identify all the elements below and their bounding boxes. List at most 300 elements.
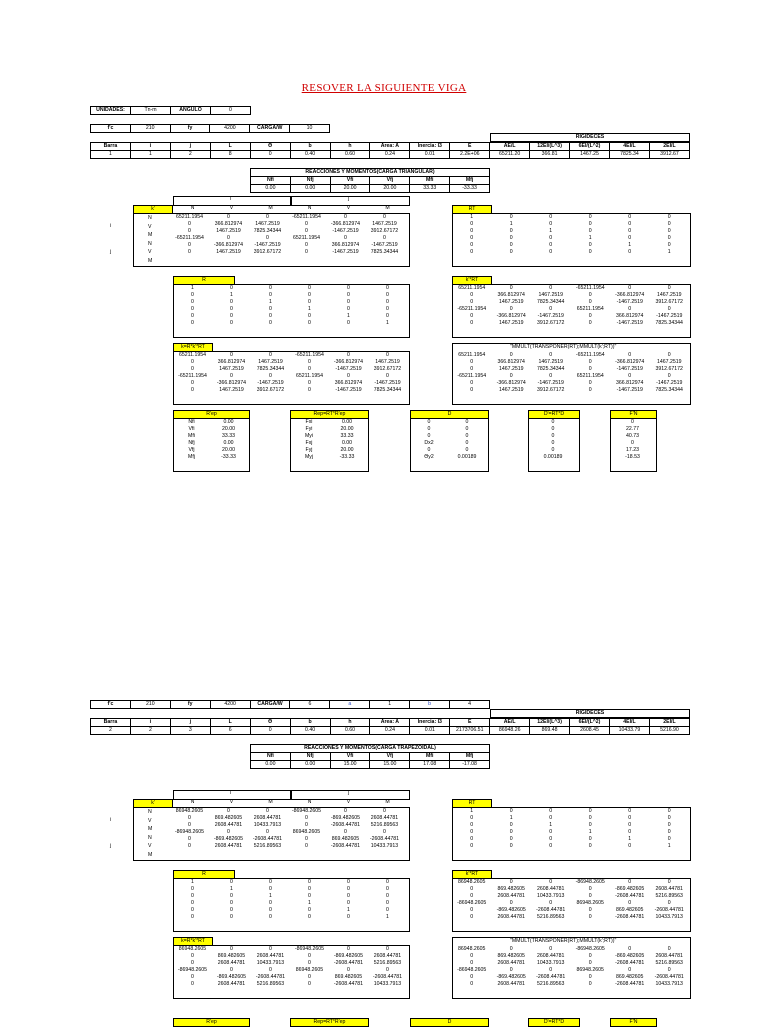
mmult-matrix-cell: 65211.1954 bbox=[576, 373, 604, 380]
rkrt-matrix-cell: 0 bbox=[347, 946, 350, 953]
mmult-matrix-cell: 0 bbox=[628, 373, 632, 380]
krt-matrix-cell: 10433.7913 bbox=[655, 914, 683, 921]
fn-matrix-cell: -18.53 bbox=[625, 454, 640, 461]
k-prime-matrix-cell: -1467.2519 bbox=[371, 242, 398, 249]
bar-header-cell: Θ bbox=[250, 143, 290, 151]
bar-cell: 0.24 bbox=[370, 727, 410, 735]
k-side-label: V bbox=[148, 843, 152, 850]
rt-matrix-cell: 0 bbox=[667, 228, 671, 235]
rt-matrix-cell: 0 bbox=[509, 829, 513, 836]
rep-matrix-cell: 20.00 bbox=[222, 447, 235, 454]
mmult-matrix-cell: -869.482605 bbox=[496, 974, 526, 981]
krt-matrix-cell: 5216.89563 bbox=[537, 914, 565, 921]
drt-label-2: D'=RT*D bbox=[528, 1018, 580, 1027]
krt-matrix-cell: 2608.44781 bbox=[497, 893, 525, 900]
mmult-matrix-cell: 1467.2519 bbox=[656, 359, 682, 366]
rt-label: RT bbox=[452, 799, 492, 808]
r-matrix-cell: 0 bbox=[230, 893, 233, 900]
bar-header-cell: 2EI/L bbox=[649, 719, 689, 727]
r-matrix-cell: 1 bbox=[347, 907, 350, 914]
k-prime-matrix-cell: -86948.2605 bbox=[291, 808, 322, 815]
krt-matrix-cell: -1467.2519 bbox=[537, 313, 564, 320]
k-prime-matrix-cell: 0 bbox=[188, 843, 191, 850]
rep2-matrix-cell: 20.00 bbox=[340, 426, 354, 433]
k-prime-matrix-cell: 869.482605 bbox=[214, 815, 243, 822]
rt-matrix-cell: 0 bbox=[470, 228, 474, 235]
krt-matrix-cell: -86948.2605 bbox=[575, 879, 605, 886]
rkrt-matrix-cell: -2608.44781 bbox=[255, 974, 286, 981]
bar-header-cell: L bbox=[210, 143, 250, 151]
krt-matrix-cell: 1467.2519 bbox=[538, 292, 564, 299]
mmult-matrix-cell: 0 bbox=[667, 352, 671, 359]
rkrt-matrix-cell: 10433.7913 bbox=[373, 981, 402, 988]
r-matrix-cell: 0 bbox=[191, 292, 194, 299]
rkrt-matrix-cell: 3912.67172 bbox=[373, 366, 402, 373]
mmult-matrix-cell: 5216.89563 bbox=[537, 981, 565, 988]
bar-cell: 5216.90 bbox=[649, 727, 689, 735]
rkrt-label: k=R*k'*RT bbox=[173, 343, 213, 352]
mmult-matrix-cell: -65211.1954 bbox=[575, 352, 605, 359]
props-cell: 210 bbox=[130, 125, 170, 133]
r-matrix-cell: 0 bbox=[191, 907, 194, 914]
k-prime-matrix-cell: 1467.2519 bbox=[372, 221, 397, 228]
r-matrix-cell: 1 bbox=[230, 886, 233, 893]
rt-matrix-cell: 0 bbox=[470, 221, 474, 228]
r-matrix-cell: 0 bbox=[191, 900, 194, 907]
krt-matrix-cell: -2608.44781 bbox=[536, 907, 566, 914]
rkrt-matrix-cell: -869.482605 bbox=[216, 974, 247, 981]
rep-matrix-cell: Vfj bbox=[188, 447, 195, 454]
mmult-matrix-cell: 0 bbox=[549, 967, 553, 974]
rt-matrix-cell: 0 bbox=[509, 836, 513, 843]
rkrt-matrix-cell: -65211.1954 bbox=[295, 352, 324, 359]
bar-cell: 869.48 bbox=[530, 727, 570, 735]
bar-cell: 2 bbox=[170, 151, 210, 159]
k-prime-matrix-cell: 0 bbox=[266, 214, 269, 221]
r-matrix-cell: 0 bbox=[269, 879, 272, 886]
mmult-matrix-cell: -1467.2519 bbox=[616, 387, 643, 394]
rep-matrix-cell: Vfi bbox=[188, 426, 195, 433]
bar-cell: 1 bbox=[130, 151, 170, 159]
r-matrix-cell: 0 bbox=[230, 900, 233, 907]
r-matrix-cell: 0 bbox=[308, 313, 311, 320]
bar-cell: 0.40 bbox=[290, 727, 330, 735]
rt-matrix-cell: 1 bbox=[509, 221, 513, 228]
bar-cell: 0.01 bbox=[410, 151, 450, 159]
rep2-matrix-cell: Fxi bbox=[305, 419, 313, 426]
r-matrix-cell: 0 bbox=[386, 886, 389, 893]
rt-matrix-cell: 1 bbox=[628, 836, 632, 843]
r-matrix-cell: 0 bbox=[269, 320, 272, 327]
mmult-matrix-cell: 5216.89563 bbox=[655, 960, 683, 967]
rt-matrix-cell: 0 bbox=[549, 815, 553, 822]
r-matrix-cell: 0 bbox=[230, 320, 233, 327]
mmult-label: "MMULT(TRANSPONER(RT);MMULT(k';RT))" bbox=[510, 344, 617, 350]
k-prime-matrix-cell: 0 bbox=[383, 808, 386, 815]
k-side-label: M bbox=[148, 232, 153, 239]
k-col-header: N bbox=[190, 799, 195, 806]
drt-matrix-cell: 0 bbox=[551, 447, 555, 454]
rkrt-matrix-cell: 0 bbox=[347, 373, 350, 380]
krt-matrix bbox=[452, 879, 689, 921]
krt-matrix-cell: 0 bbox=[628, 285, 632, 292]
k-prime-matrix-cell: -65211.1954 bbox=[175, 235, 204, 242]
mmult-matrix bbox=[452, 946, 689, 988]
mmult-label: "MMULT(TRANSPONER(RT);MMULT(k';RT))" bbox=[510, 938, 617, 944]
k-col-header: V bbox=[346, 799, 351, 806]
k-prime-matrix-cell: 0 bbox=[188, 242, 191, 249]
d-matrix-cell: 0 bbox=[465, 433, 469, 440]
k-prime-matrix-cell: 0 bbox=[344, 808, 347, 815]
rt-matrix-cell: 1 bbox=[509, 815, 513, 822]
reac-header-cell: Nfj bbox=[290, 753, 330, 761]
mmult-matrix-cell: 65211.1954 bbox=[458, 352, 486, 359]
mmult-matrix-cell: -366.812974 bbox=[496, 380, 526, 387]
k-col-header: V bbox=[346, 205, 351, 212]
i-header: i bbox=[230, 196, 232, 202]
mmult-matrix-cell: 10433.7913 bbox=[537, 960, 565, 967]
k-prime-matrix-cell: 0 bbox=[188, 228, 191, 235]
rt-label: RT bbox=[452, 205, 492, 214]
rt-matrix-cell: 0 bbox=[667, 836, 671, 843]
k-side-i: i bbox=[110, 223, 112, 229]
r-matrix-cell: 1 bbox=[191, 285, 194, 292]
reac-cell: -17.08 bbox=[450, 761, 490, 769]
bar-cell: 86948.26 bbox=[490, 727, 530, 735]
fn-matrix-cell: 22.77 bbox=[626, 426, 639, 433]
rkrt-matrix bbox=[173, 946, 407, 988]
krt-matrix-cell: 1467.2519 bbox=[498, 299, 524, 306]
mmult-matrix-cell: 0 bbox=[588, 981, 592, 988]
rkrt-matrix-cell: 0 bbox=[191, 387, 194, 394]
mmult-matrix-cell: 10433.7913 bbox=[655, 981, 683, 988]
k-prime-matrix-cell: 366.812974 bbox=[214, 221, 243, 228]
rkrt-matrix-cell: 0 bbox=[308, 359, 311, 366]
r-matrix-cell: 0 bbox=[386, 299, 389, 306]
rt-matrix-cell: 0 bbox=[470, 829, 474, 836]
mmult-matrix-cell: -86948.2605 bbox=[457, 967, 487, 974]
rt-matrix-cell: 0 bbox=[588, 836, 592, 843]
rep2-matrix-cell: 20.00 bbox=[340, 447, 354, 454]
bar-header-cell: Inercia: I3 bbox=[410, 143, 450, 151]
rkrt-matrix-cell: -86948.2605 bbox=[294, 946, 325, 953]
k-prime-matrix-cell: 0 bbox=[188, 221, 191, 228]
r-matrix-cell: 0 bbox=[269, 285, 272, 292]
rigideces-label-2: RIGIDECES bbox=[491, 710, 690, 718]
mmult-matrix-cell: 2608.44781 bbox=[655, 953, 683, 960]
reac-header-cell: Nfi bbox=[251, 177, 291, 185]
k-side-i: i bbox=[110, 817, 112, 823]
rt-matrix-cell: 0 bbox=[667, 235, 671, 242]
k-prime-matrix-cell: -366.812974 bbox=[213, 242, 244, 249]
krt-matrix-cell: 2608.44781 bbox=[497, 914, 525, 921]
krt-matrix-cell: 0 bbox=[549, 285, 553, 292]
rkrt-matrix-cell: 869.482605 bbox=[217, 953, 246, 960]
mmult-matrix-cell: 0 bbox=[588, 366, 592, 373]
krt-matrix-cell: 7825.34344 bbox=[655, 320, 683, 327]
reac-cell: 20.00 bbox=[330, 185, 370, 193]
bar-header-cell: 6EI/(L^2) bbox=[570, 143, 610, 151]
krt-matrix-cell: 0 bbox=[588, 893, 592, 900]
units-table bbox=[90, 106, 251, 115]
mmult-matrix-cell: 0 bbox=[470, 387, 474, 394]
fn-matrix bbox=[610, 419, 655, 461]
mmult-matrix-cell: 0 bbox=[470, 366, 474, 373]
angle-value: 0 bbox=[211, 107, 251, 115]
rkrt-matrix-cell: 0 bbox=[386, 946, 389, 953]
mmult-matrix-cell: 0 bbox=[509, 352, 513, 359]
mmult-matrix bbox=[452, 352, 689, 394]
mmult-matrix-cell: -1467.2519 bbox=[537, 380, 564, 387]
r-matrix-cell: 0 bbox=[308, 299, 311, 306]
k-prime-matrix-cell: 0 bbox=[383, 829, 386, 836]
bar-header-cell: Area: A bbox=[370, 719, 410, 727]
rt-matrix-cell: 0 bbox=[667, 214, 671, 221]
mmult-matrix-cell: -366.812974 bbox=[615, 359, 645, 366]
reactions-table-1 bbox=[250, 168, 490, 193]
props2-cell: 1 bbox=[370, 701, 410, 709]
page-title: RESOVER LA SIGUIENTE VIGA bbox=[301, 82, 467, 94]
rt-matrix-cell: 0 bbox=[470, 235, 474, 242]
bar-cell: 0.01 bbox=[410, 727, 450, 735]
krt-matrix-cell: 7825.34344 bbox=[537, 299, 565, 306]
rkrt-matrix-cell: 0 bbox=[308, 953, 311, 960]
rkrt-matrix-cell: 0 bbox=[191, 960, 194, 967]
rkrt-matrix-cell: 5216.89563 bbox=[256, 981, 285, 988]
r-matrix-cell: 0 bbox=[230, 285, 233, 292]
rt-matrix-cell: 0 bbox=[470, 822, 474, 829]
krt-matrix-cell: -2608.44781 bbox=[615, 914, 645, 921]
krt-matrix-cell: 0 bbox=[509, 306, 513, 313]
krt-matrix-cell: 0 bbox=[588, 292, 592, 299]
bar-header-cell: 6EI/(L^2) bbox=[570, 719, 610, 727]
rt-matrix-cell: 1 bbox=[549, 228, 553, 235]
mmult-matrix-cell: 1467.2519 bbox=[498, 366, 524, 373]
k-side-label: M bbox=[148, 258, 153, 264]
bar-cell: 0 bbox=[250, 727, 290, 735]
k-prime-matrix-cell: 10433.7913 bbox=[253, 822, 282, 829]
drt-matrix-cell: 0 bbox=[551, 426, 555, 433]
bar-header-cell: Barra bbox=[91, 719, 131, 727]
props2-cell: 6 bbox=[290, 701, 330, 709]
bar-header-cell: 12EI/(L^3) bbox=[530, 143, 570, 151]
mmult-matrix-cell: 1467.2519 bbox=[538, 359, 564, 366]
rkrt-matrix bbox=[173, 352, 407, 394]
k-prime-matrix-cell: 0 bbox=[227, 214, 230, 221]
d-label-2: D bbox=[410, 1018, 489, 1027]
rt-matrix-cell: 0 bbox=[588, 249, 592, 256]
rt-matrix-cell: 0 bbox=[509, 822, 513, 829]
r-matrix bbox=[173, 879, 407, 921]
rep2-matrix bbox=[290, 419, 366, 461]
bar-cell: 0 bbox=[250, 151, 290, 159]
mmult-matrix-cell: 366.812974 bbox=[497, 359, 525, 366]
props-cell: 10 bbox=[290, 125, 330, 133]
mmult-matrix-cell: 2608.44781 bbox=[497, 981, 525, 988]
krt-matrix-cell: 5216.89563 bbox=[655, 893, 683, 900]
rt-matrix-cell: 0 bbox=[470, 249, 474, 256]
props-cell: CARGA/W bbox=[250, 125, 290, 133]
krt-matrix-cell: 0 bbox=[588, 914, 592, 921]
fn-matrix-cell: 0 bbox=[631, 419, 634, 426]
rkrt-matrix-cell: 0 bbox=[191, 366, 194, 373]
rkrt-matrix-cell: 0 bbox=[308, 387, 311, 394]
krt-matrix-cell: -65211.1954 bbox=[457, 306, 487, 313]
rkrt-matrix-cell: 366.812974 bbox=[334, 380, 363, 387]
krt-matrix-cell: 10433.7913 bbox=[537, 893, 565, 900]
reac-cell: 17.08 bbox=[410, 761, 450, 769]
k-prime-matrix-cell: -86948.2605 bbox=[174, 829, 205, 836]
r-matrix-cell: 0 bbox=[386, 285, 389, 292]
mmult-matrix-cell: 0 bbox=[549, 946, 553, 953]
mmult-matrix-cell: 0 bbox=[588, 380, 592, 387]
k-prime-matrix-cell: -869.482605 bbox=[330, 815, 361, 822]
rigideces-header-2 bbox=[490, 709, 690, 718]
rt-matrix-cell: 0 bbox=[588, 843, 592, 850]
r-matrix-cell: 0 bbox=[308, 886, 311, 893]
r-matrix-cell: 0 bbox=[386, 900, 389, 907]
k-side-label: N bbox=[148, 834, 152, 841]
rt-matrix-cell: 0 bbox=[509, 235, 513, 242]
rkrt-matrix-cell: -869.482605 bbox=[333, 953, 364, 960]
krt-label: k'*RT bbox=[452, 276, 492, 285]
rep2-matrix-cell: -33.33 bbox=[339, 454, 355, 461]
rt-matrix-cell: 0 bbox=[667, 221, 671, 228]
rep2-matrix-cell: 33.33 bbox=[340, 433, 354, 440]
rkrt-matrix-cell: 1467.2519 bbox=[375, 359, 400, 366]
krt-matrix-cell: -1467.2519 bbox=[616, 320, 643, 327]
rkrt-matrix-cell: 0 bbox=[230, 352, 233, 359]
rkrt-matrix-cell: 7825.34344 bbox=[373, 387, 402, 394]
bar-header-cell: b bbox=[290, 143, 330, 151]
krt-matrix-cell: 0 bbox=[470, 299, 474, 306]
k-prime-matrix-cell: -1467.2519 bbox=[254, 242, 281, 249]
krt-matrix-cell: 0 bbox=[549, 900, 553, 907]
k-side-label: N bbox=[148, 809, 152, 815]
reactions-title-1: REACCIONES Y MOMENTOS(CARGA TRIANGULAR) bbox=[251, 169, 490, 177]
bar-header-cell: b bbox=[290, 719, 330, 727]
r-matrix-cell: 0 bbox=[347, 914, 350, 921]
k-prime-matrix-cell: -2608.44781 bbox=[369, 836, 400, 843]
rkrt-matrix-cell: 0 bbox=[269, 967, 272, 974]
mmult-matrix-cell: -1467.2519 bbox=[656, 380, 683, 387]
k-prime-matrix-cell: 0 bbox=[305, 221, 308, 228]
krt-matrix-cell: 0 bbox=[667, 900, 671, 907]
krt-matrix-cell: 366.812974 bbox=[616, 313, 644, 320]
rt-matrix-cell: 0 bbox=[628, 228, 632, 235]
reactions-title-2: REACCIONES Y MOMENTOS(CARGA TRAPEZOIDAL) bbox=[251, 745, 490, 753]
bar-header-cell: h bbox=[330, 719, 370, 727]
k-prime-matrix-cell: 0 bbox=[305, 242, 308, 249]
k-prime-matrix-cell: -1467.2519 bbox=[332, 228, 359, 235]
rkrt-matrix-cell: 65211.1954 bbox=[295, 373, 324, 380]
krt-matrix-cell: 0 bbox=[628, 306, 632, 313]
k-prime-matrix-cell: 1467.2519 bbox=[216, 249, 241, 256]
props2-cell: f'c bbox=[91, 701, 131, 709]
k-prime-matrix-cell: 0 bbox=[266, 829, 269, 836]
krt-matrix-cell: 0 bbox=[667, 879, 671, 886]
fn-matrix-cell: 0 bbox=[631, 440, 634, 447]
rep-matrix bbox=[173, 419, 247, 461]
rt-matrix-cell: 0 bbox=[667, 822, 671, 829]
r-matrix-cell: 0 bbox=[191, 306, 194, 313]
bar-header-cell: i bbox=[130, 143, 170, 151]
rt-matrix-cell: 0 bbox=[549, 843, 553, 850]
krt-matrix-cell: 2608.44781 bbox=[655, 886, 683, 893]
k-prime-matrix-cell: 7825.34344 bbox=[253, 228, 282, 235]
krt-matrix-cell: -366.812974 bbox=[496, 313, 526, 320]
rkrt-matrix-cell: 65211.1954 bbox=[178, 352, 207, 359]
r-matrix-cell: 0 bbox=[386, 907, 389, 914]
k-col-headers bbox=[173, 205, 407, 212]
rep2-label-2: Rep=RT*R'ep bbox=[290, 1018, 369, 1027]
krt-matrix-cell: 0 bbox=[509, 285, 513, 292]
reac-cell: -33.33 bbox=[450, 185, 490, 193]
bar-header-cell: AE/L bbox=[490, 143, 530, 151]
r-matrix-cell: 0 bbox=[386, 879, 389, 886]
rt-matrix-cell: 1 bbox=[470, 214, 474, 221]
rkrt-matrix-cell: 0 bbox=[347, 352, 350, 359]
k-col-header: M bbox=[385, 799, 390, 806]
krt-matrix-cell: 86948.2605 bbox=[458, 879, 486, 886]
k-side-label: M bbox=[148, 826, 153, 833]
mmult-matrix-cell: -2608.44781 bbox=[536, 974, 566, 981]
rep-matrix-cell: -33.33 bbox=[221, 454, 236, 461]
reac-header-cell: Vfj bbox=[370, 177, 410, 185]
rt-matrix-cell: 0 bbox=[549, 249, 553, 256]
krt-matrix-cell: 0 bbox=[549, 879, 553, 886]
rt-matrix-cell: 0 bbox=[588, 221, 592, 228]
k-side-label: V bbox=[148, 223, 152, 230]
rt-matrix-cell: 0 bbox=[549, 829, 553, 836]
props2-cell: 4200 bbox=[210, 701, 250, 709]
rep2-matrix-cell: Fyj bbox=[305, 447, 313, 454]
rkrt-matrix-cell: -1467.2519 bbox=[335, 366, 362, 373]
rt-matrix-cell: 0 bbox=[588, 242, 592, 249]
r-matrix-cell: 1 bbox=[230, 292, 233, 299]
mmult-matrix-cell: 2608.44781 bbox=[537, 953, 565, 960]
drt-matrix-cell: 0.00189 bbox=[543, 454, 563, 461]
krt-matrix-cell: 0 bbox=[470, 320, 474, 327]
k-prime-matrix-cell: 0 bbox=[188, 815, 191, 822]
mmult-matrix-cell: 0 bbox=[470, 981, 474, 988]
k-prime-matrix-cell: 86948.2605 bbox=[292, 829, 321, 836]
fn-matrix-cell: 40.73 bbox=[626, 433, 639, 440]
krt-matrix-cell: -2608.44781 bbox=[615, 893, 645, 900]
bar-cell: 0.60 bbox=[330, 151, 370, 159]
rt-matrix-cell: 0 bbox=[628, 815, 632, 822]
rt-matrix-cell: 1 bbox=[588, 829, 592, 836]
k-prime-matrix-cell: -869.482605 bbox=[213, 836, 244, 843]
rt-matrix-cell: 0 bbox=[588, 815, 592, 822]
rkrt-matrix-cell: 3912.67172 bbox=[256, 387, 285, 394]
rkrt-matrix-cell: 0 bbox=[191, 953, 194, 960]
rt-matrix-cell: 0 bbox=[588, 808, 592, 815]
r-matrix-cell: 1 bbox=[386, 320, 389, 327]
rkrt-matrix-cell: -2608.44781 bbox=[333, 981, 364, 988]
rt-matrix-cell: 0 bbox=[509, 214, 513, 221]
d-matrix-cell: 0 bbox=[465, 440, 469, 447]
r-matrix bbox=[173, 285, 407, 327]
props-cell: 4200 bbox=[210, 125, 250, 133]
props2-cell: CARGA/W bbox=[250, 701, 290, 709]
rt-matrix-cell: 0 bbox=[667, 829, 671, 836]
bar-header-cell: E bbox=[450, 719, 490, 727]
rep-matrix-cell: 0.00 bbox=[223, 419, 234, 426]
drt-label: D'=RT*D bbox=[528, 410, 580, 419]
bar-header-cell: 12EI/(L^3) bbox=[530, 719, 570, 727]
mmult-matrix-cell: 0 bbox=[470, 960, 474, 967]
